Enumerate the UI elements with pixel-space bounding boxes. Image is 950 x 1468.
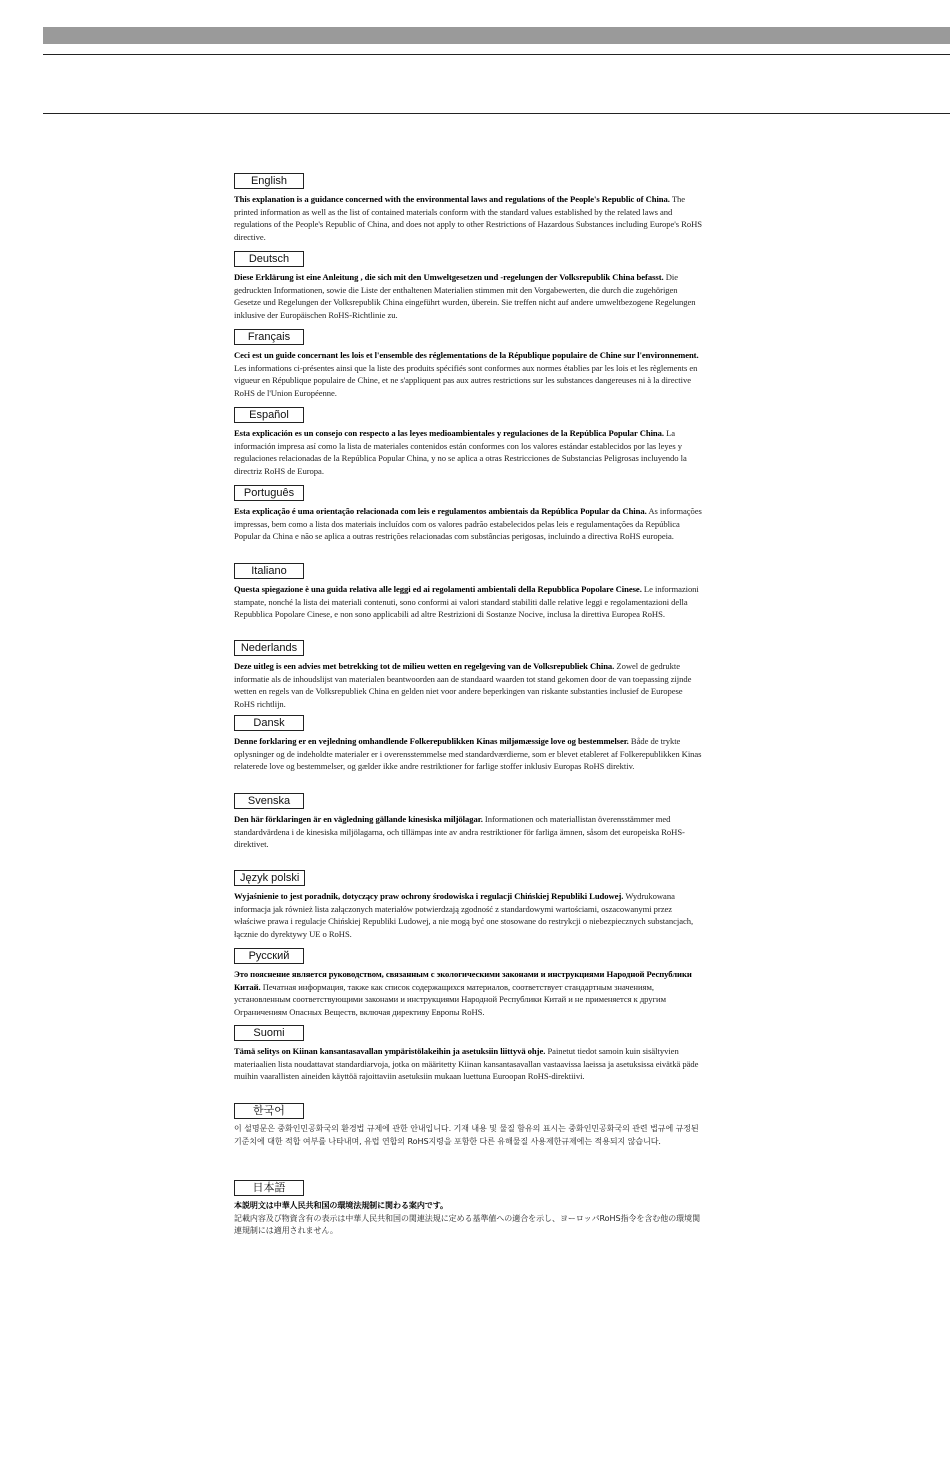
section-text bbox=[234, 813, 704, 851]
lead-sentence: Tämä selitys on Kiinan kansantasavallan ympäristölakeihin ja asetuksiin liittyvä ohje. bbox=[234, 1046, 546, 1056]
section-text bbox=[234, 193, 704, 243]
body-text: Le informazioni stampate, nonché la lista dei materiali contenuti, sono conformi ai valori standard stabiliti dalle relative leggi e regolamentazioni della Repubblica Popolare Cinese, e non sono applicabili ad altre Restrizioni di Sostanze Nocive, inclusa la direttiva Europea RoHS. bbox=[234, 584, 699, 620]
language-label: Italiano bbox=[234, 563, 304, 579]
lead-sentence: Esta explicação é uma orientação relacionada com leis e regulamentos ambientais da República Popular da China. bbox=[234, 506, 647, 516]
section-polski bbox=[234, 868, 704, 940]
lead-sentence: Ceci est un guide concernant les lois et l'ensemble des réglementations de la République populaire de Chine sur l'environnement. bbox=[234, 350, 699, 360]
body-text: Både de trykte oplysninger og de indeholdte materialer er i overensstemmelse med standardværdierne, som er blevet etableret af Folkerepublikken Kinas relaterede love og bestemmelser, og gælder ikke andre restriktioner for farlige stoffer inklusiv Europas RoHS direktiv. bbox=[234, 736, 702, 772]
header-bar bbox=[43, 27, 950, 44]
section-divider bbox=[43, 113, 950, 114]
section-nederlands bbox=[234, 638, 704, 710]
section-text bbox=[234, 349, 704, 399]
body-text: Painetut tiedot samoin kuin sisältyvien materiaalien lista noudattavat standardiarvoja, jotka on määritetty Kiinan kansantasavallan vastaavissa laeissa ja asetuksissa eivätkä päde muihin vaarallisten aineiden käyttöä rajoittaviin asetuksiin mukaan luettuna Euroopan RoHS-direktiivi. bbox=[234, 1046, 699, 1082]
section-text bbox=[234, 735, 704, 773]
lead-sentence: 本説明文は中華人民共和国の環境法規制に関わる案内です。 bbox=[234, 1201, 449, 1210]
section-japanese bbox=[234, 1178, 704, 1238]
section-korean bbox=[234, 1101, 704, 1148]
body-text: Informationen och materiallistan överensstämmer med standardvärdena i de kinesiska miljölagarna, och tillämpas inte av andra restriktioner för farliga ämnen, såsom det europeiska RoHS-direktivet. bbox=[234, 814, 685, 850]
body-text: Zowel de gedrukte informatie als de inhoudslijst van materialen beantwoorden aan de standaard waarden tot stand gekomen door de van toepassing zijnde wetten en regels van de Volksrepubliek China en gelden niet voor andere beperkingen van riskante substanties inclusief de Europese RoHS richtlijn. bbox=[234, 661, 692, 709]
lead-sentence: This explanation is a guidance concerned with the environmental laws and regulations of the People's Republic of China. bbox=[234, 194, 670, 204]
language-label: Nederlands bbox=[234, 640, 304, 656]
body-text: Wydrukowana informacja jak również lista załączonych materiałów potwierdzają zgodność z standardowymi wartościami, oszacowanymi przez właściwe prawa i regulacje Chińskiej Republiki Ludowej, a nie mogą być one stosowane do restrykcji o niebezpiecznych substancjach, łącznie do dyrektywy UE o RoHS. bbox=[234, 891, 694, 939]
language-label: Français bbox=[234, 329, 304, 345]
body-text: Les informations ci-présentes ainsi que la liste des produits spécifiés sont conformes aux normes établies par les lois et les règlements en vigueur en République populaire de Chine, et ne s'appliquent pas aux autres restrictions sur les substances dangereuses ni à la directive RoHS de l'Union Européenne. bbox=[234, 362, 698, 398]
language-label: Dansk bbox=[234, 715, 304, 731]
section-text bbox=[234, 1123, 704, 1148]
lead-sentence: Deze uitleg is een advies met betrekking tot de milieu wetten en regelgeving van de Volksrepubliek China. bbox=[234, 661, 615, 671]
section-english bbox=[234, 171, 704, 243]
section-suomi bbox=[234, 1023, 704, 1083]
language-label: Português bbox=[234, 485, 304, 501]
section-text bbox=[234, 1200, 704, 1238]
section-deutsch bbox=[234, 249, 704, 321]
language-label: Español bbox=[234, 407, 304, 423]
body-text: La información impresa así como la lista de materiales contenidos están conformes con los valores estándar establecidos por las leyes y regulaciones relacionadas de la República Popular China, y no se aplica a otras Restricciones de Substancias Peligrosas incluyendo la directriz RoHS de Europa. bbox=[234, 428, 687, 476]
section-text bbox=[234, 968, 704, 1018]
section-russian bbox=[234, 946, 704, 1018]
section-svenska bbox=[234, 791, 704, 851]
language-label: Deutsch bbox=[234, 251, 304, 267]
lead-sentence: Diese Erklärung ist eine Anleitung , die sich mit den Umweltgesetzen und -regelungen der Volksrepublik China befasst. bbox=[234, 272, 664, 282]
lead-sentence: Wyjaśnienie to jest poradnik, dotyczący praw ochrony środowiska i regulacji Chińskiej Republiki Ludowej. bbox=[234, 891, 624, 901]
section-italiano bbox=[234, 561, 704, 621]
section-text bbox=[234, 505, 704, 543]
body-text: 記載内容及び物資含有の表示は中華人民共和国の関連法規に定める基準値への適合を示し、ヨーロッパRoHS指令を含む他の環境関連規制には適用されません。 bbox=[234, 1213, 701, 1236]
language-label: Русский bbox=[234, 948, 304, 964]
lead-sentence: Esta explicación es un consejo con respecto a las leyes medioambientales y regulaciones de la República Popular China. bbox=[234, 428, 664, 438]
language-label: Suomi bbox=[234, 1025, 304, 1041]
section-text bbox=[234, 271, 704, 321]
body-text: Die gedruckten Informationen, sowie die Liste der enthaltenen Materialien stimmen mit den Vorgabewerten, die durch die zugehörigen Gesetze und Regelungen der Volksrepublik China eingeführt wurden, überein. Sie treffen nicht auf andere umweltbezogene Regelungen inklusive der Europäischen RoHS-Richtlinie zu. bbox=[234, 272, 696, 320]
lead-sentence: Denne forklaring er en vejledning omhandlende Folkerepublikken Kinas miljømæssige love og bestemmelser. bbox=[234, 736, 629, 746]
language-label: Svenska bbox=[234, 793, 304, 809]
body-text: 이 설명문은 중화인민공화국의 환경법 규제에 관한 안내입니다. 기재 내용 및 물질 함유의 표시는 중화인민공화국의 관련 법규에 규정된 기준치에 대한 적합 여부를 나타내며, 유럽 연합의 RoHS지령을 포함한 다른 유해물질 사용제한규제에는 적용되지 않습니다. bbox=[234, 1124, 699, 1146]
section-francais bbox=[234, 327, 704, 399]
body-text: As informações impressas, bem como a lista dos materiais incluídos com os valores padrão estabelecidos pelas leis e regulamentações da República Popular da China e não se aplica a outras restrições relacionadas com substâncias perigosas, incluindo a directiva RoHS europeia. bbox=[234, 506, 702, 542]
language-label: English bbox=[234, 173, 304, 189]
lead-sentence: Это пояснение является руководством, связанным с экологическими законами и инструкциями Народной Республики Китай. bbox=[234, 969, 692, 992]
section-portugues bbox=[234, 483, 704, 543]
section-text bbox=[234, 660, 704, 710]
language-label: Język polski bbox=[234, 870, 305, 886]
section-espanol bbox=[234, 405, 704, 477]
body-text: Печатная информация, также как список содержащихся материалов, соответствует стандартным значениям, установленным соответствующими законами и инструкциями Народной Республики Китай и не применяется к другим Ограничениям Опасных Веществ, включая директиву Европы RoHS. bbox=[234, 981, 666, 1017]
header-rule bbox=[43, 54, 950, 55]
language-label: 한국어 bbox=[234, 1103, 304, 1119]
body-text: The printed information as well as the list of contained materials conform with the standard values established by the related laws and regulations of the People's Republic of China, and does not apply to other Restrictions of Hazardous Substances including Europe's RoHS directive. bbox=[234, 194, 702, 242]
section-dansk bbox=[234, 713, 704, 773]
section-text bbox=[234, 890, 704, 940]
section-text bbox=[234, 1045, 704, 1083]
lead-sentence: Den här förklaringen är en vägledning gällande kinesiska miljölagar. bbox=[234, 814, 483, 824]
language-label: 日本語 bbox=[234, 1180, 304, 1196]
section-text bbox=[234, 427, 704, 477]
lead-sentence: Questa spiegazione è una guida relativa alle leggi ed ai regolamenti ambientali della Repubblica Popolare Cinese. bbox=[234, 584, 642, 594]
section-text bbox=[234, 583, 704, 621]
